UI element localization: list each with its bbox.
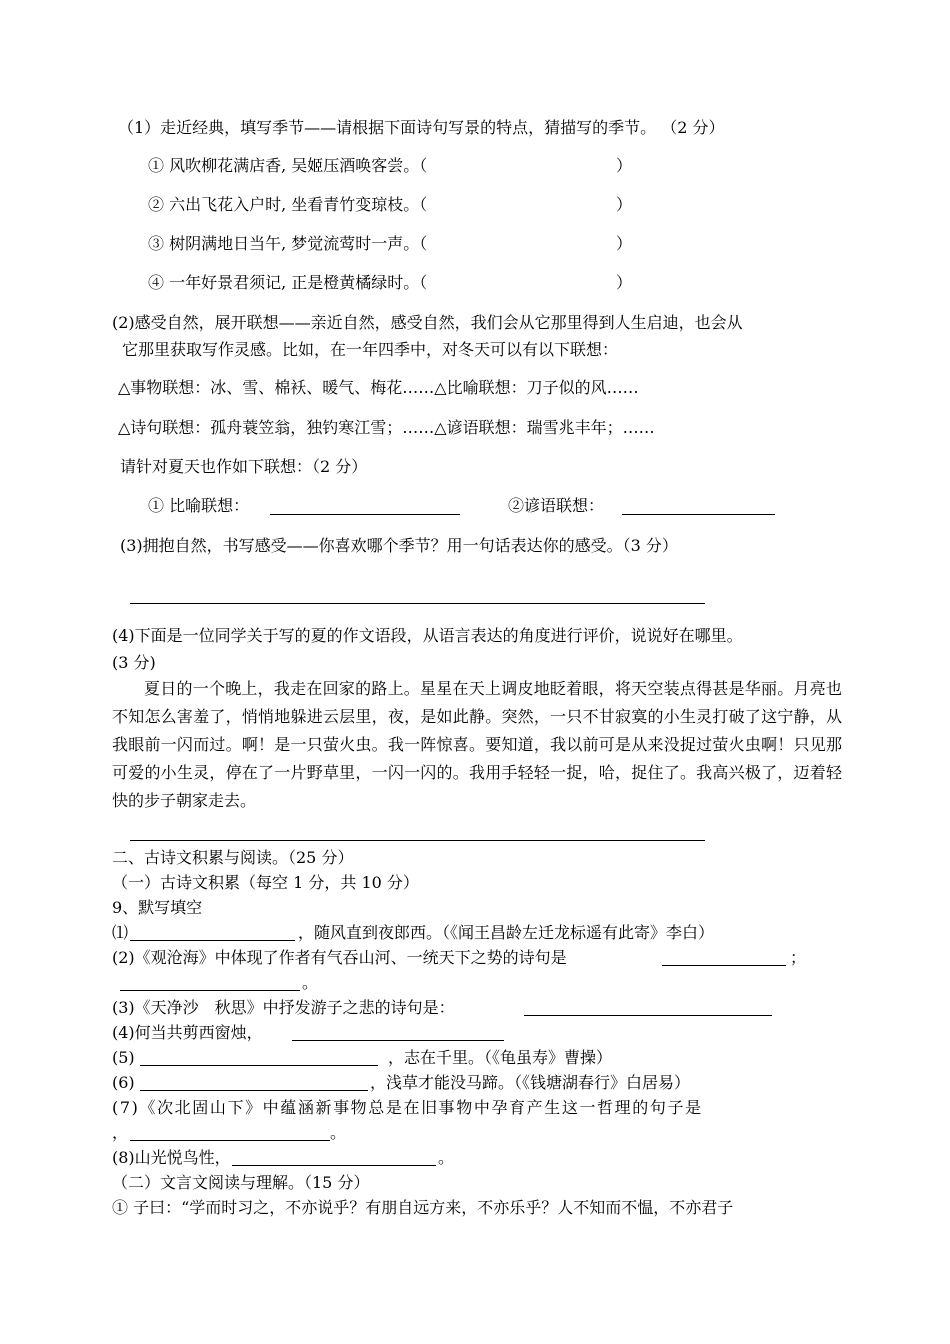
f7-end: 。: [330, 1123, 347, 1142]
q2-blank-1-label: ① 比喻联想：: [148, 496, 250, 515]
f8-blank[interactable]: [232, 1165, 436, 1166]
f2-blank-2[interactable]: [120, 990, 300, 991]
q1-item-4-text: ④ 一年好景君须记, 正是橙黄橘绿时。（: [148, 273, 428, 292]
q4-line-1: (4)下面是一位同学关于写的夏的作文语段，从语言表达的角度进行评价，说说好在哪里。: [112, 626, 743, 645]
q1-item-1-text: ① 风吹柳花满店香, 吴姬压酒唤客尝。（: [148, 156, 428, 175]
q1-item-4: [148, 273, 633, 293]
q2-blank-2-label: ②谚语联想：: [508, 496, 605, 515]
q2-line-4: △诗句联想：孤舟蓑笠翁，独钓寒江雪；……△谚语联想：瑞雪兆丰年；……: [118, 418, 655, 437]
q4-passage: 夏日的一个晚上，我走在回家的路上。星星在天上调皮地眨着眼，将天空装点得甚是华丽。月亮也不知怎么害羞了，悄悄地躲进云层里，夜，是如此静。突然，一只不甘寂寞的小生灵打破了这宁静，从我眼前一闪而过。啊！是一只萤火虫。我一阵惊喜。要知道，我以前可是从来没捉过萤火虫啊！只见那可爱的小生灵，停在了一片野草里，一闪一闪的。我用手轻轻一捉，哈，捉住了。我高兴极了，迈着轻快的步子朝家走去。: [112, 679, 842, 810]
f2-blank-1[interactable]: [662, 965, 786, 966]
f2-end: 。: [302, 973, 319, 992]
q1-item-2-text: ② 六出飞花入户时, 坐看青竹变琼枝。（: [148, 195, 428, 214]
f3-text: (3)《天净沙 秋思》中抒发游子之悲的诗句是：: [112, 998, 455, 1017]
f6-text: ，浅草才能没马蹄。（《钱塘湖春行》白居易）: [370, 1073, 691, 1092]
f3-blank[interactable]: [524, 1015, 772, 1016]
section2-title: 二、古诗文积累与阅读。（25 分）: [112, 848, 354, 867]
q1-item-1: [148, 156, 633, 176]
f5-prefix: (5): [112, 1048, 135, 1067]
q9-title: 9、默写填空: [112, 898, 203, 917]
f4-blank[interactable]: [292, 1040, 504, 1041]
f6-blank[interactable]: [140, 1090, 368, 1091]
f2-text: (2)《观沧海》中体现了作者有气吞山河、一统天下之势的诗句是: [112, 948, 567, 967]
q1-item-3: [148, 234, 633, 254]
q2-line-3: △事物联想：冰、雪、棉袄、暖气、梅花……△比喻联想：刀子似的风……: [118, 378, 639, 397]
q1-item-2: [148, 195, 633, 215]
f8-text: (8)山光悦鸟性，: [112, 1148, 231, 1167]
q2-answer-blank-2[interactable]: [622, 514, 775, 515]
q3-text: (3)拥抱自然，书写感受——你喜欢哪个季节？用一句话表达你的感受。（3 分）: [120, 536, 678, 555]
q1-item-1-close: ）: [616, 156, 633, 175]
f4-text: (4)何当共剪西窗烛，: [112, 1023, 263, 1042]
q1-item-4-close: ）: [616, 273, 633, 292]
q1-item-2-close: ）: [616, 195, 633, 214]
q2-line-5: 请针对夏天也作如下联想：（2 分）: [120, 457, 368, 476]
q2-line-2: 它那里获取写作灵感。比如，在一年四季中，对冬天可以有以下联想：: [122, 340, 619, 359]
f1-text: ，随风直到夜郎西。（《闻王昌龄左迁龙标遥有此寄》李白）: [298, 923, 715, 942]
q1-item-3-text: ③ 树阴满地日当午, 梦觉流莺时一声。（: [148, 234, 428, 253]
section2-sub2: （二）文言文阅读与理解。（15 分）: [112, 1173, 370, 1192]
f7-blank[interactable]: [130, 1140, 330, 1141]
q2-line-1: (2)感受自然，展开联想——亲近自然，感受自然，我们会从它那里得到人生启迪，也会从: [112, 313, 743, 332]
q4-answer-line[interactable]: [130, 840, 705, 841]
f1-prefix: ⑴: [112, 923, 129, 942]
q1-item-3-close: ）: [616, 234, 633, 253]
f6-prefix: (6): [112, 1073, 135, 1092]
q2-answer-blank-1[interactable]: [270, 514, 460, 515]
section2-sub1: （一）古诗文积累（每空 1 分，共 10 分）: [112, 873, 419, 892]
f5-text: ，志在千里。（《龟虽寿》曹操）: [388, 1048, 613, 1067]
q1-title: （1）走近经典，填写季节——请根据下面诗句写景的特点，猜描写的季节。 （2 分）: [118, 118, 725, 137]
f5-blank[interactable]: [140, 1065, 378, 1066]
f1-blank[interactable]: [130, 940, 295, 941]
f2-sep: ；: [790, 948, 807, 967]
q4-line-2: (3 分): [112, 653, 156, 672]
f7-prefix: ，: [112, 1123, 129, 1142]
f7-text: (7)《次北固山下》中蕴涵新事物总是在旧事物中孕育产生这一哲理的句子是: [112, 1098, 703, 1117]
q3-answer-line[interactable]: [130, 603, 705, 604]
reading-line-1: ① 子曰：“学而时习之，不亦说乎？有朋自远方来，不亦乐乎？人不知而不愠，不亦君子: [112, 1198, 734, 1217]
f8-end: 。: [438, 1148, 455, 1167]
